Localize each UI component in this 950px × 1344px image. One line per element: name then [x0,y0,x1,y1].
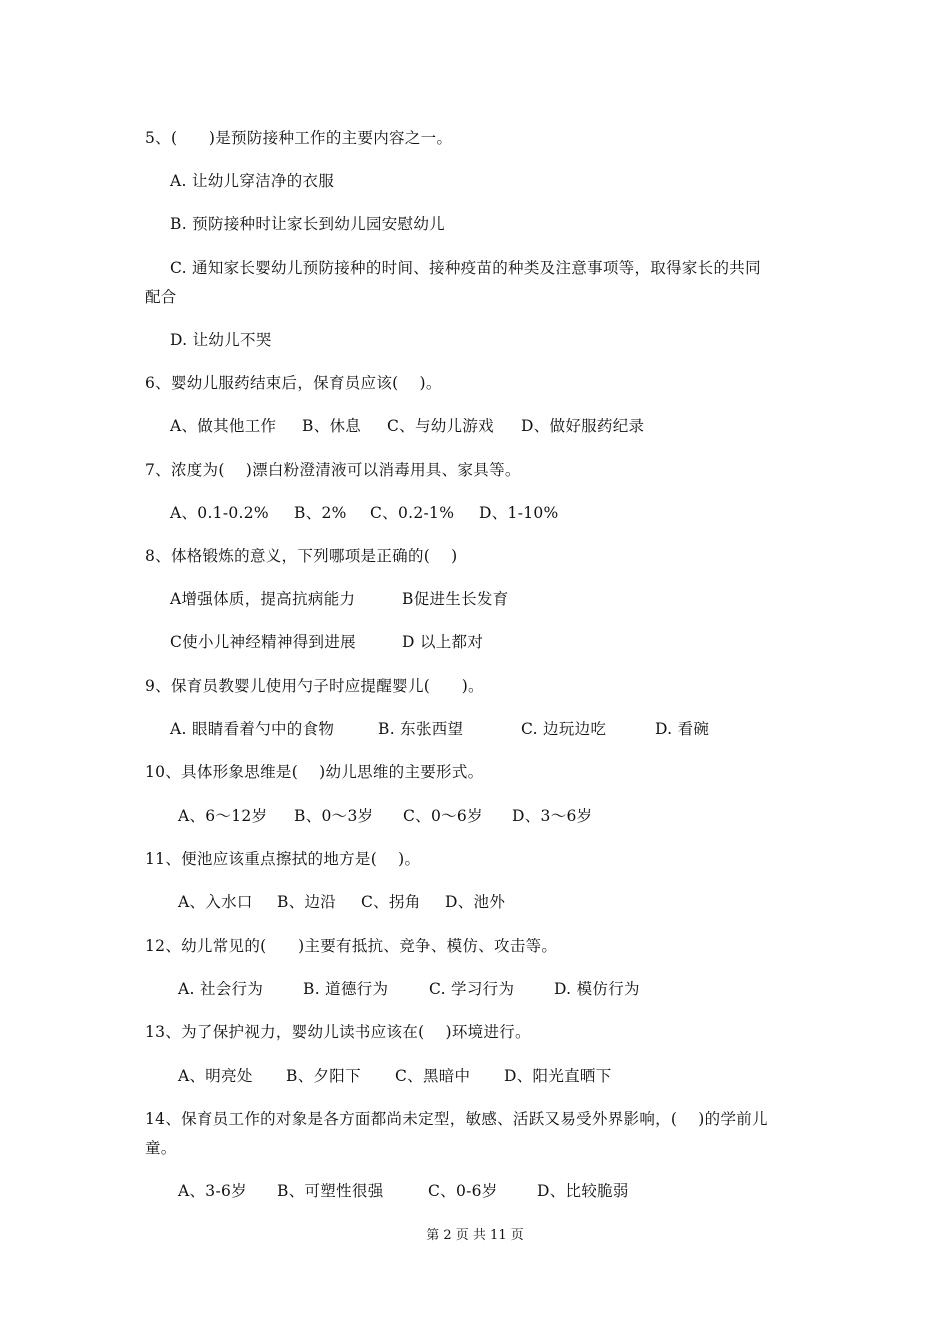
question-7-options [170,503,559,523]
question-13-option-d: D、阳光直晒下 [504,1067,612,1085]
question-7-option-b: B、2% [294,504,347,522]
question-13-option-b: B、夕阳下 [286,1067,361,1085]
question-6-stem: 6、婴幼儿服药结束后，保育员应该( )。 [145,374,442,392]
question-10-option-d: D、3～6岁 [512,807,593,825]
question-11-option-d: D、池外 [445,893,506,911]
page-number: 第 2 页 共 11 页 [426,1228,524,1243]
question-14-stem-line2: 童。 [145,1139,177,1157]
question-11-option-b: B、边沿 [277,893,337,911]
question-9-option-a: A. 眼睛看着勺中的食物 [170,720,335,738]
question-10-option-c: C、0～6岁 [403,807,483,825]
question-5-option-d: D. 让幼儿不哭 [170,331,272,349]
question-13-option-c: C、黑暗中 [395,1067,471,1085]
question-6-options [170,416,644,436]
question-8-stem: 8、体格锻炼的意义，下列哪项是正确的( ) [145,547,458,565]
question-12-option-a: A. 社会行为 [178,980,264,998]
question-7-option-d: D、1-10% [479,504,559,522]
question-12-option-d: D. 模仿行为 [554,980,640,998]
question-8-options-row2 [170,632,483,652]
question-7-option-c: C、0.2-1% [370,504,455,522]
question-11-stem: 11、便池应该重点擦拭的地方是( )。 [145,850,421,868]
question-12-option-b: B. 道德行为 [303,980,389,998]
question-11-option-c: C、拐角 [361,893,421,911]
question-9-stem: 9、保育员教婴儿使用勺子时应提醒婴儿( )。 [145,677,484,695]
question-13-option-a: A、明亮处 [178,1067,253,1085]
question-13-stem: 13、为了保护视力，婴幼儿读书应该在( )环境进行。 [145,1023,531,1041]
question-7-option-a: A、0.1-0.2% [170,504,269,522]
question-8-option-b: B促进生长发育 [402,590,509,608]
question-14-options [178,1181,629,1201]
question-9-option-c: C. 边玩边吃 [521,720,607,738]
question-10-stem: 10、具体形象思维是( )幼儿思维的主要形式。 [145,763,484,781]
question-11-options [178,892,505,912]
question-5-option-c-line1: C. 通知家长婴幼儿预防接种的时间、接种疫苗的种类及注意事项等，取得家长的共同 [170,259,761,277]
question-10-option-a: A、6～12岁 [178,807,268,825]
question-8-option-a: A增强体质，提高抗病能力 [170,590,356,608]
question-6-option-a: A、做其他工作 [170,417,277,435]
question-9-option-b: B. 东张西望 [378,720,464,738]
question-8-options-row1 [170,589,509,609]
question-8-option-d: D 以上都对 [402,633,484,651]
question-7-stem: 7、浓度为( )漂白粉澄清液可以消毒用具、家具等。 [145,461,521,479]
question-5-option-c-line2: 配合 [145,288,177,306]
question-14-option-c: C、0-6岁 [428,1182,498,1200]
question-5-option-b: B. 预防接种时让家长到幼儿园安慰幼儿 [170,215,445,233]
question-14-option-d: D、比较脆弱 [537,1182,629,1200]
question-9-options [170,719,709,739]
question-14-option-b: B、可塑性很强 [277,1182,384,1200]
question-8-option-c: C使小儿神经精神得到进展 [170,633,356,651]
question-14-option-a: A、3-6岁 [178,1182,247,1200]
question-5-option-a: A. 让幼儿穿洁净的衣服 [170,172,335,190]
question-12-option-c: C. 学习行为 [429,980,515,998]
question-6-option-d: D、做好服药纪录 [521,417,645,435]
question-12-stem: 12、幼儿常见的( )主要有抵抗、竞争、模仿、攻击等。 [145,937,558,955]
question-6-option-b: B、休息 [302,417,362,435]
question-10-options [178,806,592,826]
question-11-option-a: A、入水口 [178,893,253,911]
question-9-option-d: D. 看碗 [655,720,710,738]
question-6-option-c: C、与幼儿游戏 [387,417,494,435]
question-5-stem: 5、( )是预防接种工作的主要内容之一。 [145,129,453,147]
question-13-options [178,1066,612,1086]
question-10-option-b: B、0～3岁 [294,807,374,825]
question-12-options [178,979,640,999]
question-14-stem-line1: 14、保育员工作的对象是各方面都尚未定型，敏感、活跃又易受外界影响，( )的学前儿 [145,1110,768,1128]
